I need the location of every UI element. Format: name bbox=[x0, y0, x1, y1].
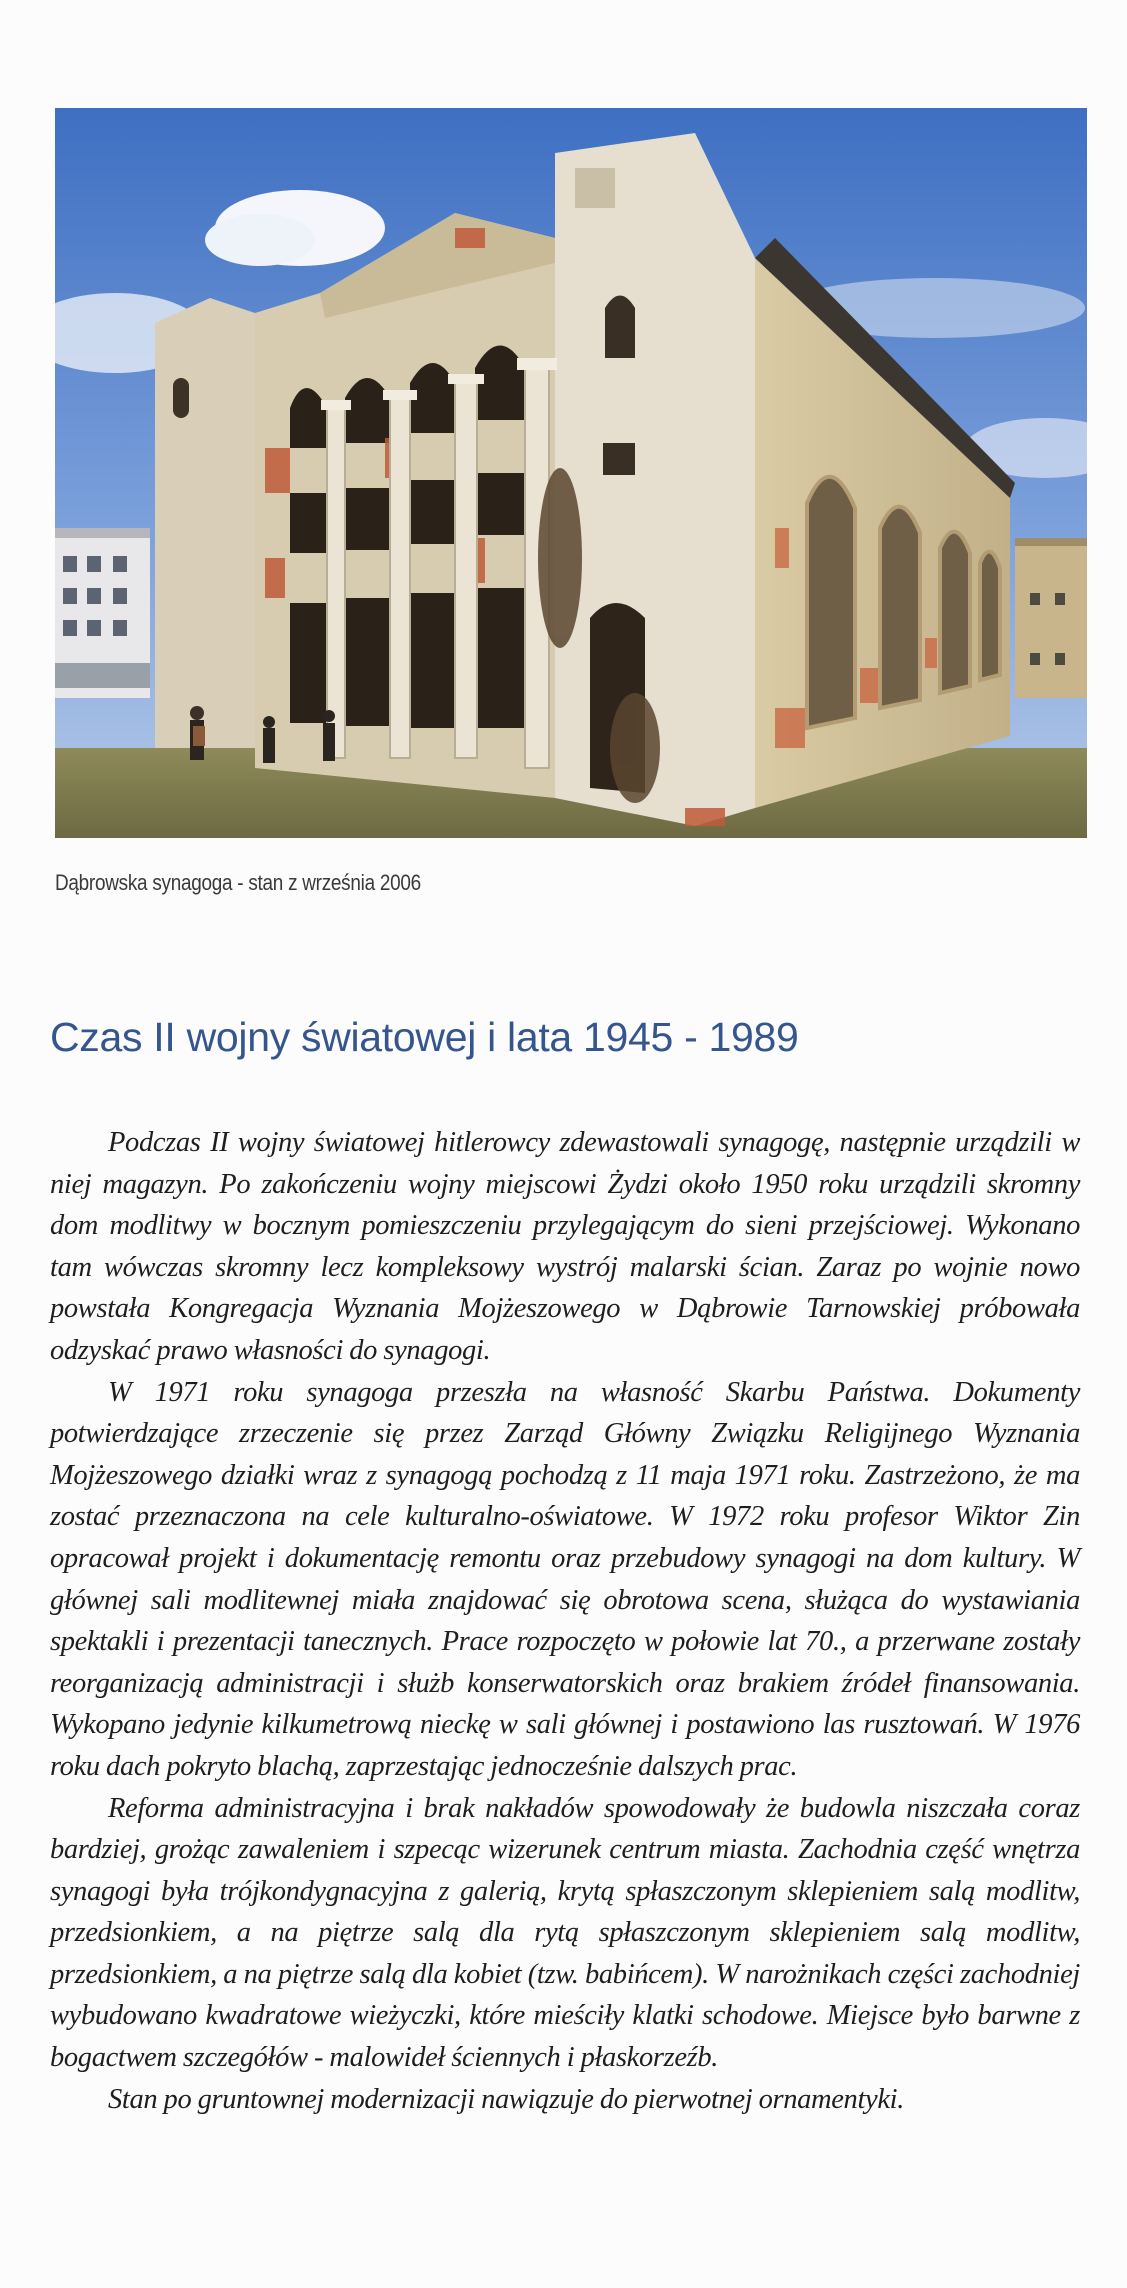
paragraph: Stan po gruntownej modernizacji nawiązuje do pierwotnej ornamentyki. bbox=[108, 2083, 904, 2115]
paragraph: W 1971 roku synagoga przeszła na własność Skarbu Państwa. Dokumenty potwierdzające zrzeczenie się przez Zarząd Główny Związku Religijnego Wyznania Mojżeszowego działki wraz z synagogą pochodzą z 11 maja 1971 roku. Zastrzeżono, że ma zostać przeznaczona na cele kulturalno-oświatowe. W 1972 roku profesor Wiktor Zin opracował projekt i dokumentację remontu oraz przebudowy synagogi na dom kultury. W głównej sali modlitewnej miała znajdować się obrotowa scena, służąca do wystawiania spektakli i prezentacji tanecznych. Prace rozpoczęto w połowie lat 70., a przerwane zostały reorganizacją administracji i służb konserwatorskich oraz brakiem źródeł finansowania. Wykopano jedynie kilkumetrową nieckę w sali głównej i postawiono las rusztowań. W 1976 roku dach pokryto blachą, zaprzestając jednocześnie dalszych prac. bbox=[50, 1376, 1080, 1782]
section-heading: Czas II wojny światowej i lata 1945 - 1989 bbox=[50, 1014, 799, 1060]
body-text bbox=[50, 1122, 1080, 2120]
synagogue-illustration bbox=[55, 108, 1087, 838]
paragraph: Reforma administracyjna i brak nakładów spowodowały że budowla niszczała coraz bardziej, grożąc zawaleniem i szpecąc wizerunek centrum miasta. Zachodnia część wnętrza synagogi była trójkondygnacyjna z galerią, krytą spłaszczonym sklepieniem salą modlitw, przedsionkiem, a na piętrze salą dla rytą spłaszczonym sklepieniem salą modlitw, przedsionkiem, a na piętrze salą dla kobiet (tzw. babińcem). W narożnikach części zachodniej wybudowano kwadratowe wieżyczki, które mieściły klatki schodowe. Miejsce było barwne z bogactwem szczegółów - malowideł ściennych i płaskorzeźb. bbox=[50, 1792, 1080, 2074]
photo-caption: Dąbrowska synagoga - stan z września 2006 bbox=[55, 870, 421, 895]
synagogue-photo bbox=[55, 108, 1087, 838]
paragraph: Podczas II wojny światowej hitlerowcy zdewastowali synagogę, następnie urządzili w niej magazyn. Po zakończeniu wojny miejscowi Żydzi około 1950 roku urządzili skromny dom modlitwy w bocznym pomieszczeniu przylegającym do sieni przejściowej. Wykonano tam wówczas skromny lecz kompleksowy wystrój malarski ścian. Zaraz po wojnie nowo powstała Kongregacja Wyznania Mojżeszowego w Dąbrowie Tarnowskiej próbowała odzyskać prawo własności do synagogi. bbox=[50, 1127, 1080, 1366]
